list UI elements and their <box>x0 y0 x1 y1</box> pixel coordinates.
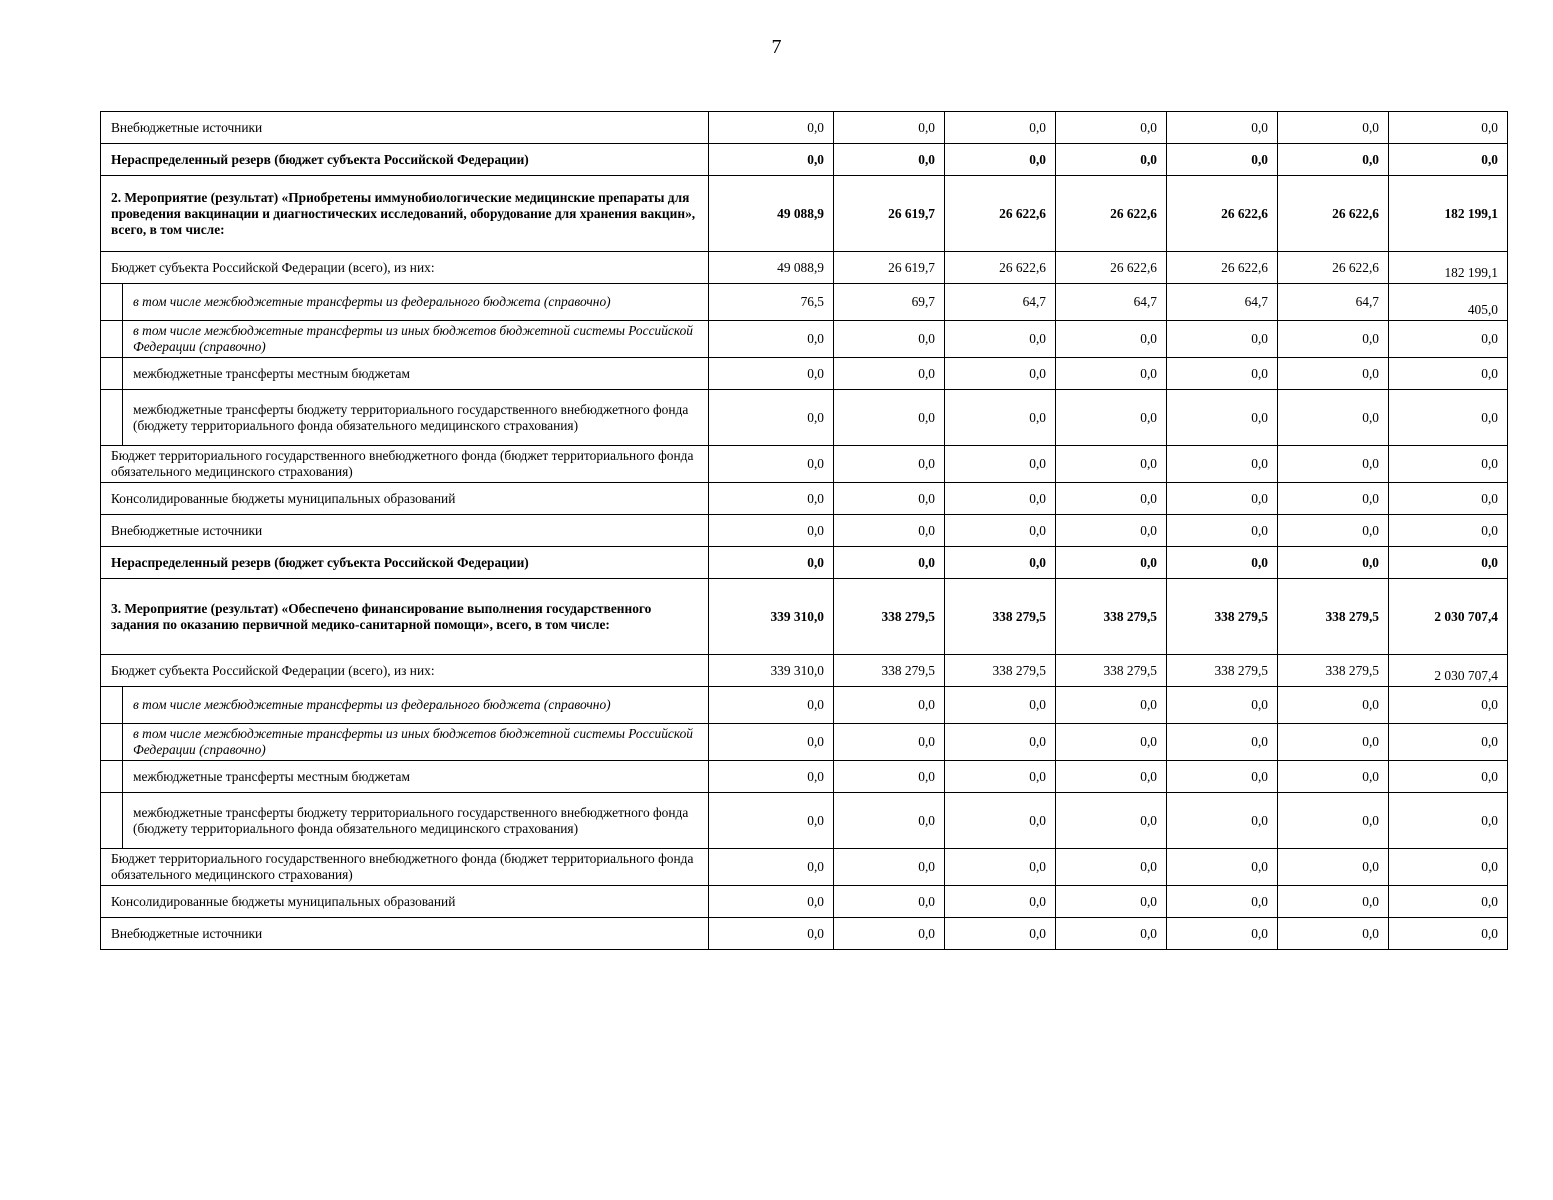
value-cell: 0,0 <box>1278 724 1389 761</box>
value-cell: 0,0 <box>1278 687 1389 724</box>
value-cell: 69,7 <box>834 284 945 321</box>
value-cell: 0,0 <box>1389 112 1508 144</box>
table-row <box>101 284 1508 321</box>
row-label: в том числе межбюджетные трансферты из иных бюджетов бюджетной системы Российской Федерации (справочно) <box>123 321 709 358</box>
value-cell: 26 622,6 <box>945 176 1056 252</box>
budget-table-body <box>101 112 1508 950</box>
value-cell: 0,0 <box>1278 886 1389 918</box>
table-row <box>101 358 1508 390</box>
value-cell: 0,0 <box>1278 321 1389 358</box>
value-cell: 64,7 <box>1278 284 1389 321</box>
value-cell: 0,0 <box>1056 144 1167 176</box>
value-cell: 0,0 <box>945 321 1056 358</box>
value-cell: 0,0 <box>945 358 1056 390</box>
value-cell: 0,0 <box>709 849 834 886</box>
table-row <box>101 886 1508 918</box>
value-cell: 0,0 <box>1278 547 1389 579</box>
row-label: Нераспределенный резерв (бюджет субъекта Российской Федерации) <box>101 144 709 176</box>
indent-spacer <box>101 724 123 761</box>
value-cell: 0,0 <box>1167 849 1278 886</box>
indent-spacer <box>101 761 123 793</box>
value-cell: 0,0 <box>1167 687 1278 724</box>
value-cell: 0,0 <box>1278 918 1389 950</box>
value-cell: 0,0 <box>1056 483 1167 515</box>
row-label: Бюджет территориального государственного внебюджетного фонда (бюджет территориального фонда обязательного медицинского страхования) <box>101 849 709 886</box>
value-cell: 0,0 <box>709 144 834 176</box>
value-cell: 0,0 <box>1389 446 1508 483</box>
value-cell: 0,0 <box>945 849 1056 886</box>
value-cell: 0,0 <box>1167 112 1278 144</box>
row-label: 2. Мероприятие (результат) «Приобретены иммунобиологические медицинские препараты для проведения вакцинации и диагностических исследований, оборудование для хранения вакцин», всего, в том числе: <box>101 176 709 252</box>
row-label: Консолидированные бюджеты муниципальных образований <box>101 483 709 515</box>
row-label: Нераспределенный резерв (бюджет субъекта Российской Федерации) <box>101 547 709 579</box>
value-cell: 338 279,5 <box>1056 579 1167 655</box>
value-cell: 64,7 <box>1056 284 1167 321</box>
indent-spacer <box>101 793 123 849</box>
row-label: Бюджет субъекта Российской Федерации (всего), из них: <box>101 252 709 284</box>
row-label: межбюджетные трансферты местным бюджетам <box>123 358 709 390</box>
value-cell: 0,0 <box>945 547 1056 579</box>
value-cell: 0,0 <box>1278 358 1389 390</box>
value-cell: 0,0 <box>1278 849 1389 886</box>
value-cell: 76,5 <box>709 284 834 321</box>
value-cell: 338 279,5 <box>1167 579 1278 655</box>
value-cell: 0,0 <box>1389 321 1508 358</box>
value-cell: 0,0 <box>1389 144 1508 176</box>
value-cell: 26 622,6 <box>1278 252 1389 284</box>
value-cell: 0,0 <box>1389 761 1508 793</box>
value-cell: 0,0 <box>1278 483 1389 515</box>
indent-spacer <box>101 284 123 321</box>
value-cell: 0,0 <box>945 793 1056 849</box>
value-cell: 0,0 <box>1389 358 1508 390</box>
value-cell: 0,0 <box>1167 724 1278 761</box>
value-cell: 64,7 <box>1167 284 1278 321</box>
value-cell: 0,0 <box>1056 793 1167 849</box>
value-cell: 26 622,6 <box>1167 176 1278 252</box>
value-cell: 2 030 707,4 <box>1389 655 1508 687</box>
table-row <box>101 579 1508 655</box>
value-cell: 338 279,5 <box>1167 655 1278 687</box>
value-cell: 0,0 <box>1278 390 1389 446</box>
value-cell: 0,0 <box>834 358 945 390</box>
value-cell: 26 622,6 <box>1056 176 1167 252</box>
row-label: Бюджет территориального государственного внебюджетного фонда (бюджет территориального фонда обязательного медицинского страхования) <box>101 446 709 483</box>
table-row <box>101 761 1508 793</box>
value-cell: 0,0 <box>834 793 945 849</box>
table-row <box>101 252 1508 284</box>
value-cell: 338 279,5 <box>1056 655 1167 687</box>
value-cell: 0,0 <box>834 761 945 793</box>
value-cell: 0,0 <box>1389 918 1508 950</box>
value-cell: 0,0 <box>1056 918 1167 950</box>
row-label: Внебюджетные источники <box>101 918 709 950</box>
row-label: в том числе межбюджетные трансферты из федерального бюджета (справочно) <box>123 284 709 321</box>
row-label: в том числе межбюджетные трансферты из федерального бюджета (справочно) <box>123 687 709 724</box>
table-row <box>101 321 1508 358</box>
value-cell: 0,0 <box>945 390 1056 446</box>
row-label: межбюджетные трансферты бюджету территориального государственного внебюджетного фонда (бюджету территориального фонда обязательного медицинского страхования) <box>123 390 709 446</box>
value-cell: 0,0 <box>709 446 834 483</box>
value-cell: 0,0 <box>834 144 945 176</box>
value-cell: 0,0 <box>709 918 834 950</box>
value-cell: 0,0 <box>1278 761 1389 793</box>
value-cell: 2 030 707,4 <box>1389 579 1508 655</box>
value-cell: 0,0 <box>945 886 1056 918</box>
value-cell: 0,0 <box>834 390 945 446</box>
value-cell: 0,0 <box>834 547 945 579</box>
value-cell: 0,0 <box>945 761 1056 793</box>
table-row <box>101 144 1508 176</box>
value-cell: 0,0 <box>709 483 834 515</box>
row-label: 3. Мероприятие (результат) «Обеспечено финансирование выполнения государственного задания по оказанию первичной медико-санитарной помощи», всего, в том числе: <box>101 579 709 655</box>
value-cell: 0,0 <box>709 724 834 761</box>
value-cell: 0,0 <box>1167 793 1278 849</box>
value-cell: 0,0 <box>1056 358 1167 390</box>
value-cell: 0,0 <box>1389 687 1508 724</box>
row-label: в том числе межбюджетные трансферты из иных бюджетов бюджетной системы Российской Федерации (справочно) <box>123 724 709 761</box>
row-label: межбюджетные трансферты местным бюджетам <box>123 761 709 793</box>
row-label: Консолидированные бюджеты муниципальных образований <box>101 886 709 918</box>
value-cell: 49 088,9 <box>709 252 834 284</box>
value-cell: 0,0 <box>834 515 945 547</box>
value-cell: 0,0 <box>709 547 834 579</box>
value-cell: 182 199,1 <box>1389 176 1508 252</box>
value-cell: 64,7 <box>945 284 1056 321</box>
value-cell: 0,0 <box>709 793 834 849</box>
value-cell: 0,0 <box>709 886 834 918</box>
table-row <box>101 390 1508 446</box>
value-cell: 0,0 <box>1056 515 1167 547</box>
value-cell: 338 279,5 <box>1278 579 1389 655</box>
table-row <box>101 547 1508 579</box>
value-cell: 0,0 <box>1167 321 1278 358</box>
value-cell: 0,0 <box>834 886 945 918</box>
indent-spacer <box>101 390 123 446</box>
value-cell: 405,0 <box>1389 284 1508 321</box>
value-cell: 0,0 <box>1056 112 1167 144</box>
value-cell: 26 622,6 <box>1056 252 1167 284</box>
table-row <box>101 112 1508 144</box>
value-cell: 0,0 <box>709 321 834 358</box>
value-cell: 0,0 <box>945 918 1056 950</box>
value-cell: 0,0 <box>1167 761 1278 793</box>
value-cell: 0,0 <box>1056 849 1167 886</box>
table-row <box>101 724 1508 761</box>
value-cell: 0,0 <box>1167 886 1278 918</box>
value-cell: 0,0 <box>709 761 834 793</box>
value-cell: 0,0 <box>709 390 834 446</box>
value-cell: 0,0 <box>1278 515 1389 547</box>
value-cell: 26 619,7 <box>834 176 945 252</box>
value-cell: 26 622,6 <box>1167 252 1278 284</box>
table-row <box>101 687 1508 724</box>
value-cell: 26 619,7 <box>834 252 945 284</box>
value-cell: 0,0 <box>1056 724 1167 761</box>
value-cell: 0,0 <box>1056 390 1167 446</box>
value-cell: 0,0 <box>1167 144 1278 176</box>
value-cell: 0,0 <box>1278 112 1389 144</box>
value-cell: 0,0 <box>1389 724 1508 761</box>
value-cell: 0,0 <box>1167 446 1278 483</box>
value-cell: 0,0 <box>1056 886 1167 918</box>
budget-table <box>100 111 1508 950</box>
table-row <box>101 446 1508 483</box>
table-row <box>101 515 1508 547</box>
value-cell: 0,0 <box>834 112 945 144</box>
value-cell: 0,0 <box>945 515 1056 547</box>
row-label: межбюджетные трансферты бюджету территориального государственного внебюджетного фонда (бюджету территориального фонда обязательного медицинского страхования) <box>123 793 709 849</box>
value-cell: 338 279,5 <box>834 655 945 687</box>
value-cell: 0,0 <box>834 321 945 358</box>
value-cell: 0,0 <box>709 687 834 724</box>
value-cell: 0,0 <box>834 724 945 761</box>
value-cell: 26 622,6 <box>1278 176 1389 252</box>
value-cell: 0,0 <box>1389 483 1508 515</box>
value-cell: 0,0 <box>834 483 945 515</box>
value-cell: 0,0 <box>834 687 945 724</box>
value-cell: 0,0 <box>945 144 1056 176</box>
value-cell: 339 310,0 <box>709 655 834 687</box>
value-cell: 0,0 <box>1389 547 1508 579</box>
table-row <box>101 793 1508 849</box>
value-cell: 0,0 <box>945 446 1056 483</box>
value-cell: 338 279,5 <box>834 579 945 655</box>
value-cell: 0,0 <box>834 849 945 886</box>
page-number: 7 <box>771 36 782 58</box>
value-cell: 0,0 <box>1389 849 1508 886</box>
value-cell: 0,0 <box>1278 144 1389 176</box>
value-cell: 0,0 <box>1167 918 1278 950</box>
value-cell: 0,0 <box>1167 515 1278 547</box>
indent-spacer <box>101 358 123 390</box>
value-cell: 0,0 <box>945 724 1056 761</box>
table-row <box>101 849 1508 886</box>
value-cell: 49 088,9 <box>709 176 834 252</box>
table-row <box>101 918 1508 950</box>
value-cell: 0,0 <box>709 358 834 390</box>
value-cell: 0,0 <box>1056 321 1167 358</box>
value-cell: 0,0 <box>1167 390 1278 446</box>
value-cell: 338 279,5 <box>945 655 1056 687</box>
value-cell: 0,0 <box>709 112 834 144</box>
value-cell: 0,0 <box>945 687 1056 724</box>
value-cell: 338 279,5 <box>1278 655 1389 687</box>
value-cell: 0,0 <box>1167 483 1278 515</box>
row-label: Внебюджетные источники <box>101 515 709 547</box>
row-label: Бюджет субъекта Российской Федерации (всего), из них: <box>101 655 709 687</box>
indent-spacer <box>101 687 123 724</box>
indent-spacer <box>101 321 123 358</box>
value-cell: 0,0 <box>834 446 945 483</box>
table-row <box>101 483 1508 515</box>
value-cell: 0,0 <box>1389 886 1508 918</box>
value-cell: 0,0 <box>1167 547 1278 579</box>
row-label: Внебюджетные источники <box>101 112 709 144</box>
value-cell: 0,0 <box>1389 515 1508 547</box>
value-cell: 26 622,6 <box>945 252 1056 284</box>
value-cell: 0,0 <box>1167 358 1278 390</box>
value-cell: 0,0 <box>1056 761 1167 793</box>
value-cell: 339 310,0 <box>709 579 834 655</box>
value-cell: 0,0 <box>1056 687 1167 724</box>
value-cell: 0,0 <box>1389 793 1508 849</box>
value-cell: 0,0 <box>1278 446 1389 483</box>
value-cell: 0,0 <box>1389 390 1508 446</box>
value-cell: 0,0 <box>1056 446 1167 483</box>
table-row <box>101 176 1508 252</box>
table-row <box>101 655 1508 687</box>
value-cell: 0,0 <box>945 112 1056 144</box>
value-cell: 0,0 <box>945 483 1056 515</box>
value-cell: 0,0 <box>1056 547 1167 579</box>
value-cell: 338 279,5 <box>945 579 1056 655</box>
value-cell: 182 199,1 <box>1389 252 1508 284</box>
value-cell: 0,0 <box>709 515 834 547</box>
value-cell: 0,0 <box>834 918 945 950</box>
value-cell: 0,0 <box>1278 793 1389 849</box>
